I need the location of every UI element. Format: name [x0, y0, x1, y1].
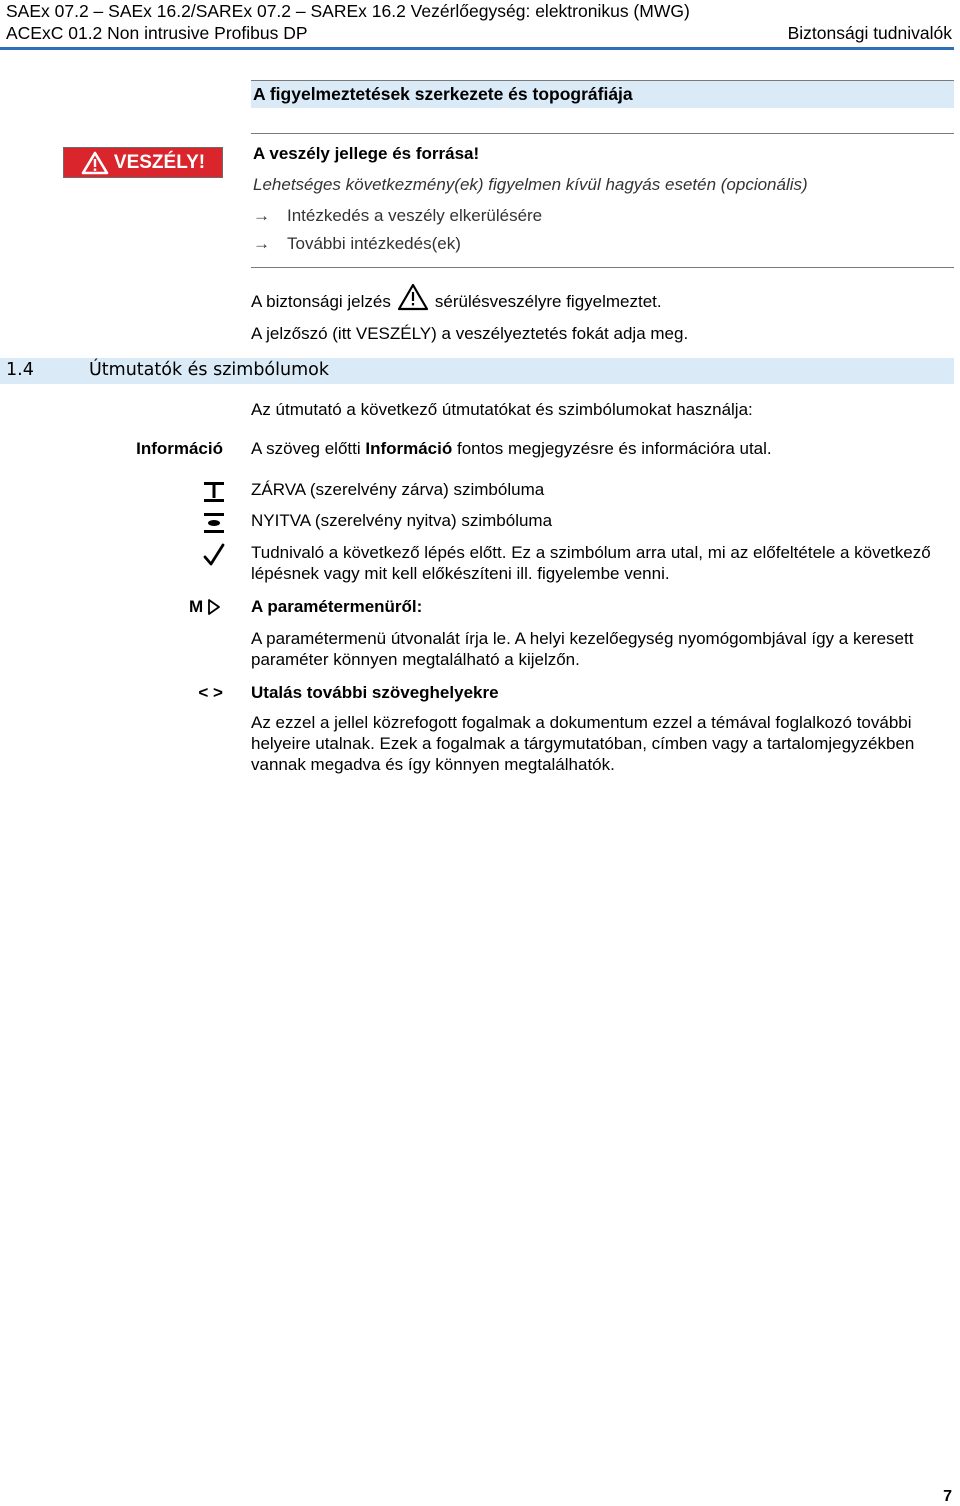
header-doc-title: SAEx 07.2 – SAEx 16.2/SAREx 07.2 – SAREx 16.2 Vezérlőegység: elektronikus (MWG) — [6, 1, 690, 21]
section-number: 1.4 — [6, 360, 34, 380]
reference-brackets-icon: < > — [198, 683, 223, 702]
valve-open-icon — [203, 512, 225, 534]
info-description: A szöveg előtti Információ fontos megjegyzésre és információra utal. — [251, 439, 772, 458]
closed-symbol-text: ZÁRVA (szerelvény zárva) szimbóluma — [251, 480, 545, 499]
section-heading-symbols: Útmutatók és szimbólumok — [89, 360, 329, 380]
danger-consequence: Lehetséges következmény(ek) figyelmen kívül hagyás esetén (opcionális) — [253, 175, 808, 194]
reference-text: Az ezzel a jellel közrefogott fogalmak a dokumentum ezzel a témával foglalkozó további helyeire utalnak. Ezek a fogalmak a tárgymutatóban, címben vagy a tartalomjegyzékben vannak megadva és így könnyen megtalálhatók. — [251, 713, 915, 774]
divider — [251, 133, 954, 134]
danger-title: A veszély jellege és forrása! — [253, 144, 480, 163]
section-heading-warnings: A figyelmeztetések szerkezete és topográfiája — [253, 84, 633, 104]
header-rule — [0, 47, 954, 50]
page-number: 7 — [943, 1488, 952, 1505]
measure-item: → Intézkedés a veszély elkerülésére — [253, 206, 543, 225]
divider — [251, 267, 954, 268]
menu-key-label: M — [189, 597, 204, 616]
safety-sign-note: A biztonsági jelzés sérülésveszélyre figyelmeztet. — [251, 291, 662, 312]
measure-item: → További intézkedés(ek) — [253, 234, 461, 253]
danger-badge-label: VESZÉLY! — [113, 151, 206, 173]
warning-triangle-icon — [81, 151, 109, 175]
header-doc-subtitle: ACExC 01.2 Non intrusive Profibus DP — [6, 23, 308, 43]
parameter-menu-icon — [189, 597, 221, 617]
arrow-right-icon: → — [253, 206, 270, 225]
warning-triangle-icon — [397, 283, 429, 311]
play-triangle-icon — [207, 599, 221, 615]
symbols-intro: Az útmutató a következő útmutatókat és szimbólumokat használja: — [251, 400, 753, 419]
signal-word-note: A jelzőszó (itt VESZÉLY) a veszélyeztetés fokát adja meg. — [251, 324, 689, 343]
arrow-right-icon: → — [253, 234, 270, 253]
reference-title: Utalás további szöveghelyekre — [251, 683, 499, 702]
header-chapter-title: Biztonsági tudnivalók — [787, 23, 952, 43]
info-label: Információ — [136, 439, 223, 458]
checkmark-icon — [203, 543, 225, 567]
valve-closed-icon — [203, 481, 225, 503]
menu-text: A paramétermenü útvonalát írja le. A helyi kezelőegység nyomógombjával így a keresett paraméter könnyen megtalálható a kijelzőn. — [251, 629, 914, 669]
open-symbol-text: NYITVA (szerelvény nyitva) szimbóluma — [251, 511, 553, 530]
check-symbol-text: Tudnivaló a következő lépés előtt. Ez a szimbólum arra utal, mi az előfeltétele a következő lépésnek vagy mit kell előkészíteni ill. figyelembe venni. — [251, 543, 931, 583]
danger-badge — [63, 147, 223, 178]
menu-title: A paramétermenüről: — [251, 597, 423, 616]
